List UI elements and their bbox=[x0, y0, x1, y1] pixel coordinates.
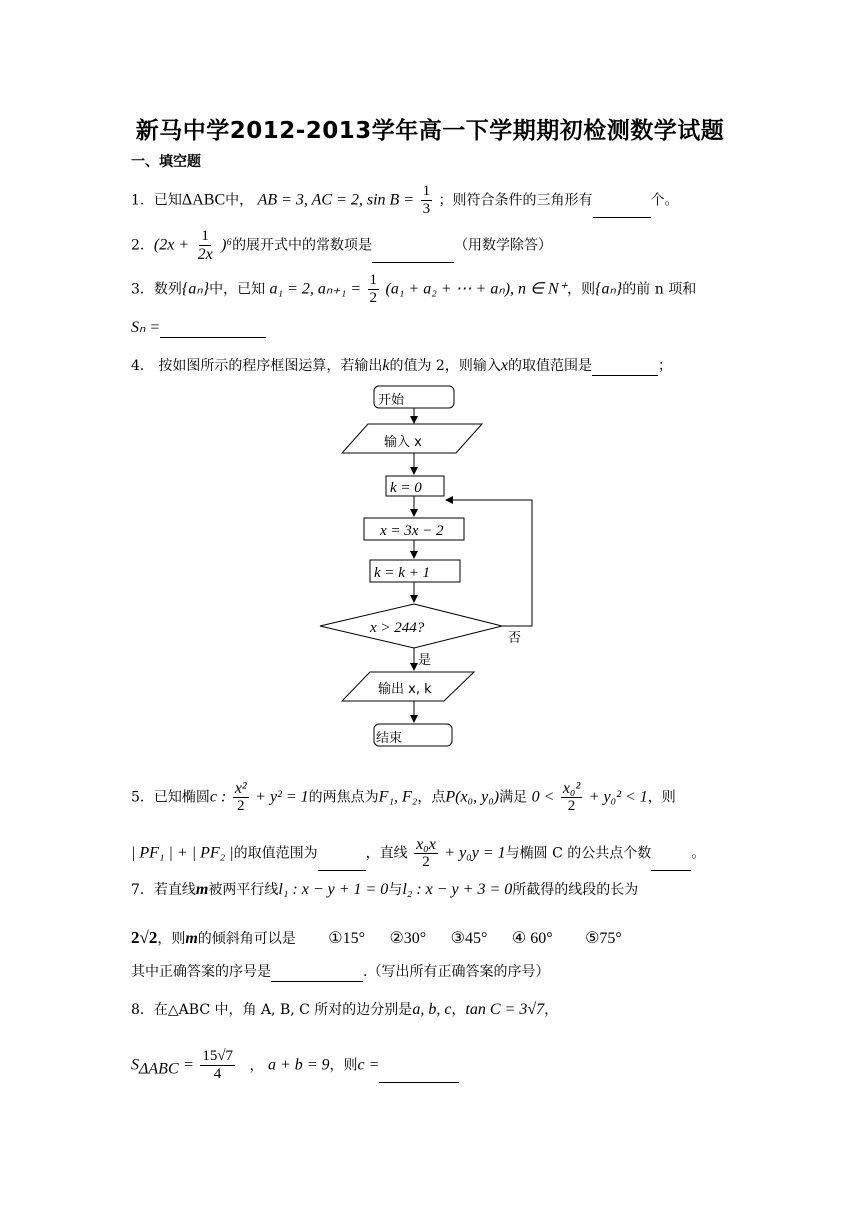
q1-answer-blank[interactable] bbox=[593, 203, 651, 218]
q7-text-c: ，则 bbox=[157, 931, 186, 947]
q8-answer-blank[interactable] bbox=[379, 1068, 459, 1083]
q5-range-blank[interactable] bbox=[318, 856, 366, 871]
q5-count-text: 与椭圆 C 的公共点个数 bbox=[505, 845, 652, 862]
q8-eq: = bbox=[183, 1056, 194, 1074]
q7-text-a: 被两平行线 bbox=[208, 882, 279, 898]
q4-number: 4． bbox=[131, 358, 154, 374]
q3-end: 的前 n 项和 bbox=[622, 281, 697, 298]
q3-sequence-2: {aₙ} bbox=[595, 280, 623, 298]
q1-number: 1．已知 bbox=[131, 192, 182, 209]
flow-decision-label: x > 244? bbox=[370, 620, 425, 636]
q4-answer-blank[interactable] bbox=[592, 361, 658, 376]
q8-sum: a + b = 9 bbox=[267, 1056, 330, 1074]
q7-length: 2√2 bbox=[131, 928, 158, 947]
q5-fraction bbox=[233, 780, 249, 815]
q5-frac-den: 2 bbox=[237, 798, 245, 814]
q5-line-fraction bbox=[414, 836, 438, 871]
q5-ineq-a: 0 < bbox=[531, 788, 555, 806]
question-8-line-2 bbox=[131, 1048, 459, 1083]
q1-triangle: ΔABC bbox=[181, 191, 226, 209]
q7-option-2: ②30° bbox=[389, 930, 427, 947]
q5-lfrac-den: 2 bbox=[422, 854, 430, 870]
q3-condition: a₁ = 2, aₙ₊₁ = bbox=[269, 280, 362, 298]
flow-init-label: k = 0 bbox=[390, 480, 422, 496]
q3-number: 3．数列 bbox=[131, 281, 182, 298]
q5-line-text: ，直线 bbox=[365, 845, 408, 862]
q2-number: 2． bbox=[131, 237, 154, 254]
q4-k: k bbox=[382, 357, 390, 374]
q2-expr-b: )⁶ bbox=[221, 236, 233, 254]
q2-fraction bbox=[196, 228, 215, 263]
question-5-line-2 bbox=[131, 836, 705, 871]
q8-s-sub: ΔABC bbox=[139, 1060, 179, 1078]
q4-text-a: 按如图所示的程序框图运算，若输出 bbox=[158, 358, 383, 374]
question-1 bbox=[131, 183, 679, 218]
flow-assign-label: x = 3x − 2 bbox=[380, 523, 444, 539]
q7-option-3: ③45° bbox=[450, 930, 488, 947]
q5-text: 的两焦点为 bbox=[308, 789, 379, 806]
q5-ineq-b: + y₀² < 1 bbox=[588, 788, 648, 806]
question-3-line-2 bbox=[131, 318, 266, 338]
flow-increment-label: k = k + 1 bbox=[374, 565, 431, 581]
q8-sides: a, b, c bbox=[412, 1001, 452, 1018]
q2-expr-a: (2x + bbox=[153, 236, 190, 254]
q1-condition: AB = 3, AC = 2, sin B = bbox=[257, 191, 415, 209]
q5-frac-num: x² bbox=[234, 780, 247, 797]
q8-then: ，则 bbox=[329, 1057, 358, 1074]
q8-c: c = bbox=[357, 1056, 380, 1074]
q7-number: 7．若直线 bbox=[131, 882, 196, 898]
question-5 bbox=[131, 780, 676, 815]
q3-fraction bbox=[368, 272, 380, 307]
section-heading: 一、填空题 bbox=[131, 154, 201, 170]
q3-answer-blank[interactable] bbox=[160, 323, 266, 338]
question-2 bbox=[131, 228, 552, 263]
q2-answer-blank[interactable] bbox=[372, 248, 454, 263]
q5-lfrac-num: x₀x bbox=[416, 836, 436, 853]
q5-foci: F₁, F₂ bbox=[378, 788, 418, 806]
page-title: 新马中学2012-2013学年高一下学期期初检测数学试题 bbox=[135, 118, 725, 144]
program-flowchart bbox=[310, 380, 550, 760]
q7-answer-note: .（写出所有正确答案的序号） bbox=[363, 964, 550, 980]
q7-option-1: ①15° bbox=[328, 930, 365, 947]
question-7-line-3 bbox=[131, 962, 549, 982]
q1-end: 个。 bbox=[650, 192, 679, 209]
q5-ifrac-num: x₀² bbox=[562, 780, 581, 797]
q5-range-text: 的取值范围为 bbox=[233, 845, 318, 862]
q3-frac-num: 1 bbox=[369, 272, 378, 288]
q8-tan: tan C = 3√7 bbox=[465, 1001, 545, 1018]
flow-input-label: 输入 x bbox=[384, 435, 422, 450]
q5-ellipse-b: + y² = 1 bbox=[255, 788, 309, 806]
q8-sep: ， bbox=[451, 1002, 466, 1018]
q7-text-b: 所截得的线段的长为 bbox=[512, 882, 639, 898]
q7-text-d: 的倾斜角可以是 bbox=[197, 931, 296, 947]
q5-text-2: ，点 bbox=[417, 789, 446, 806]
q1-tail: ；则符合条件的三角形有 bbox=[438, 192, 593, 209]
q8-number: 8．在△ABC 中，角 A, B, C 所对的边分别是 bbox=[131, 1002, 413, 1018]
q5-point: P(x₀, y₀) bbox=[445, 788, 500, 806]
q4-text-c: 的取值范围是 bbox=[507, 358, 592, 374]
q7-option-5: ⑤75° bbox=[585, 930, 622, 947]
q5-ellipse: c : bbox=[209, 788, 227, 806]
question-7 bbox=[131, 880, 638, 900]
flow-yes-label: 是 bbox=[418, 653, 432, 668]
q2-tail: 的展开式中的常数项是 bbox=[232, 237, 373, 254]
flow-end-label: 结束 bbox=[376, 731, 403, 746]
q3-text: 中，已知 bbox=[209, 281, 266, 298]
q1-fraction bbox=[421, 183, 433, 218]
q7-m-2: m bbox=[185, 930, 198, 947]
q5-line-eq: + y₀y = 1 bbox=[444, 844, 506, 862]
question-8 bbox=[131, 1000, 558, 1020]
question-3 bbox=[131, 272, 696, 307]
q3-sequence: {aₙ} bbox=[181, 280, 210, 298]
q8-frac-den: 4 bbox=[213, 1066, 222, 1082]
q2-end: （用数学除答） bbox=[454, 237, 553, 254]
q5-ifrac-den: 2 bbox=[567, 798, 576, 814]
q5-number: 5．已知椭圆 bbox=[131, 789, 210, 806]
q5-ineq-fraction bbox=[561, 780, 582, 815]
q4-end: ； bbox=[657, 358, 672, 374]
q7-line-2: l₂ : x − y + 3 = 0 bbox=[402, 881, 513, 898]
q1-frac-den: 3 bbox=[422, 201, 431, 217]
flow-no-label: 否 bbox=[508, 631, 522, 646]
q3-frac-den: 2 bbox=[369, 290, 378, 306]
flow-output-label: 输出 x, k bbox=[378, 682, 432, 697]
q5-count-blank[interactable] bbox=[651, 856, 691, 871]
q8-fraction bbox=[200, 1048, 235, 1083]
q2-frac-num: 1 bbox=[201, 228, 209, 244]
q7-and: 与 bbox=[388, 882, 403, 898]
q7-m: m bbox=[195, 881, 209, 898]
q7-line-1: l₁ : x − y + 1 = 0 bbox=[278, 881, 389, 898]
q1-text: 中， bbox=[225, 192, 254, 209]
q4-x: x bbox=[500, 357, 508, 374]
q7-option-4: ④ 60° bbox=[511, 930, 553, 947]
q8-frac-num: 15√7 bbox=[202, 1048, 234, 1064]
q5-end: 。 bbox=[691, 845, 706, 862]
question-7-line-2 bbox=[131, 928, 622, 949]
q3-condition-b: (a₁ + a₂ + ⋯ + aₙ), n ∈ N⁺ bbox=[385, 280, 568, 298]
question-4 bbox=[131, 356, 672, 376]
q5-tail: ，则 bbox=[647, 789, 676, 806]
q4-text-b: 的值为 2，则输入 bbox=[389, 358, 501, 374]
q2-frac-den: 2x bbox=[197, 246, 213, 263]
q5-focal-sum: | PF₁ | + | PF₂ | bbox=[131, 844, 234, 862]
q8-comma: ， bbox=[544, 1002, 559, 1018]
q7-answer-blank[interactable] bbox=[271, 967, 363, 982]
q5-text-3: 满足 bbox=[499, 789, 528, 806]
q3-tail: ，则 bbox=[567, 281, 596, 298]
q1-frac-num: 1 bbox=[422, 183, 431, 199]
q8-sep-2: ， bbox=[249, 1057, 264, 1074]
q8-s: S bbox=[131, 1056, 139, 1074]
flow-start-label: 开始 bbox=[378, 393, 405, 408]
q3-sn: Sₙ = bbox=[131, 319, 161, 336]
q7-answer-prompt: 其中正确答案的序号是 bbox=[131, 964, 271, 980]
